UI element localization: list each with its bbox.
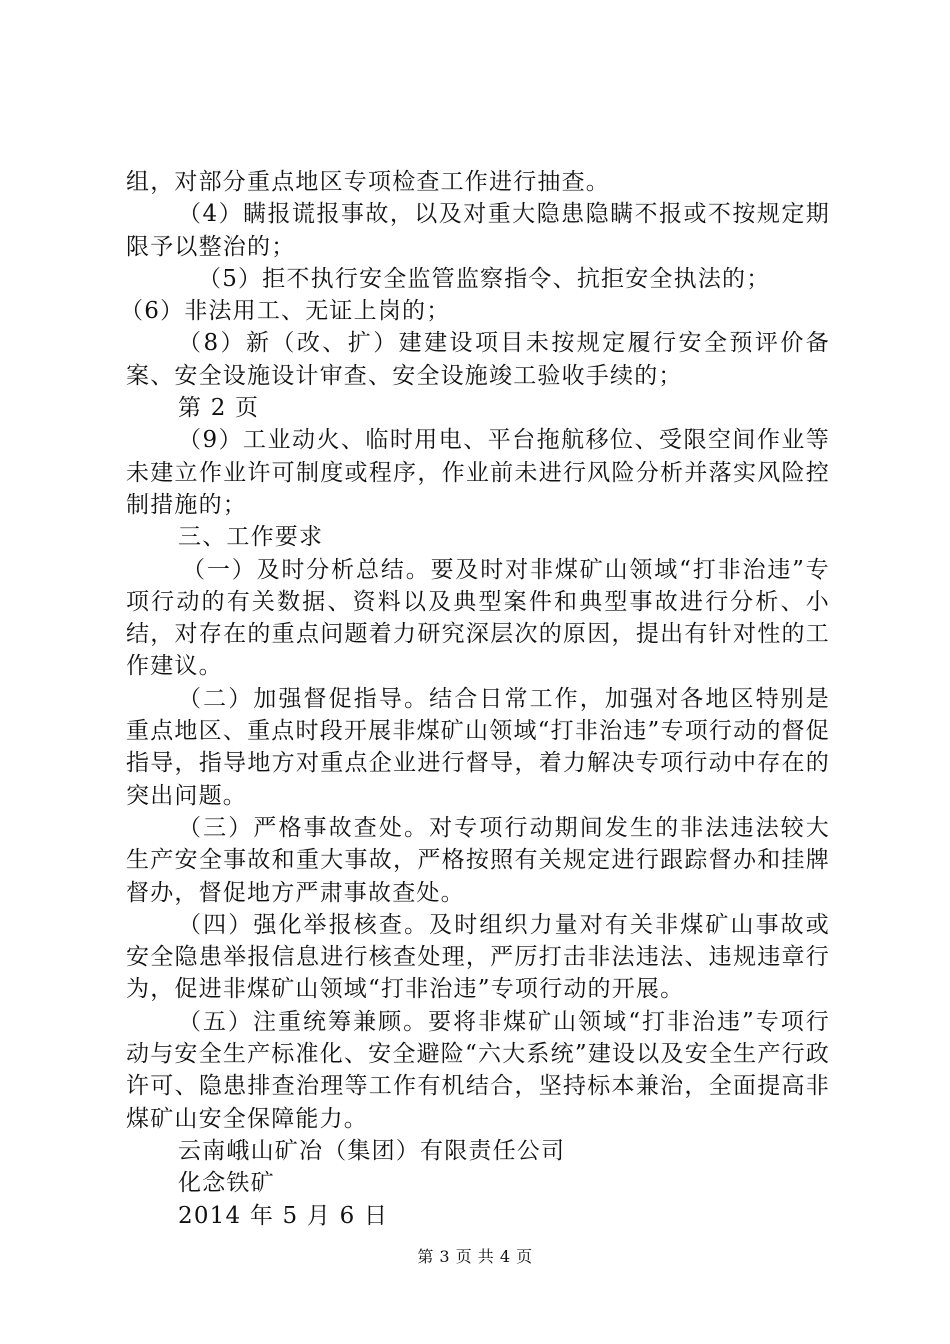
paragraph-item-6: （6）非法用工、无证上岗的； <box>120 298 451 325</box>
signature-unit: 化念铁矿 <box>178 1170 275 1197</box>
signature-company: 云南峨山矿冶（集团）有限责任公司 <box>178 1137 566 1164</box>
paragraph-requirement-5: （五）注重统筹兼顾。要将非煤矿山领域“打非治违”专项行动与安全生产标准化、安全避险“六大系统”建设以及安全生产行政许可、隐患排查治理等工作有机结合，坚持标本兼治，全面提高非煤矿山安全保障能力。 <box>126 1008 830 1132</box>
page-footer: 第 3 页 共 4 页 <box>417 1247 533 1266</box>
paragraph-item-8: （8）新（改、扩）建建设项目未按规定履行安全预评价备案、安全设施设计审查、安全设施竣工验收手续的； <box>126 330 830 389</box>
paragraph-item-9: （9）工业动火、临时用电、平台拖航移位、受限空间作业等未建立作业许可制度或程序，作业前未进行风险分析并落实风险控制措施的； <box>126 427 830 518</box>
inline-page-marker: 第 2 页 <box>178 395 260 422</box>
paragraph-item-5: （5）拒不执行安全监管监察指令、抗拒安全执法的； <box>198 265 771 292</box>
paragraph-item-4: （4）瞒报谎报事故，以及对重大隐患隐瞒不报或不按规定期限予以整治的； <box>126 201 830 260</box>
section-heading-requirements: 三、工作要求 <box>178 524 324 551</box>
paragraph-requirement-3: （三）严格事故查处。对专项行动期间发生的非法违法较大生产安全事故和重大事故，严格按照有关规定进行跟踪督办和挂牌督办，督促地方严肃事故查处。 <box>126 814 830 906</box>
paragraph-requirement-1: （一）及时分析总结。要及时对非煤矿山领域“打非治违”专项行动的有关数据、资料以及典型案件和典型事故进行分析、小结，对存在的重点问题着力研究深层次的原因，提出有针对性的工作建议。 <box>126 556 830 680</box>
document-body <box>120 166 830 1232</box>
paragraph-requirement-2: （二）加强督促指导。结合日常工作，加强对各地区特别是重点地区、重点时段开展非煤矿山领域“打非治违”专项行动的督促指导，指导地方对重点企业进行督导，着力解决专项行动中存在的突出问题。 <box>126 685 830 809</box>
paragraph-requirement-4: （四）强化举报核查。及时组织力量对有关非煤矿山事故或安全隐患举报信息进行核查处理，严厉打击非法违法、违规违章行为，促进非煤矿山领域“打非治违”专项行动的开展。 <box>126 911 830 1003</box>
signature-date: 2014 年 5 月 6 日 <box>178 1202 389 1229</box>
paragraph-continuation: 组，对部分重点地区专项检查工作进行抽查。 <box>126 169 610 195</box>
